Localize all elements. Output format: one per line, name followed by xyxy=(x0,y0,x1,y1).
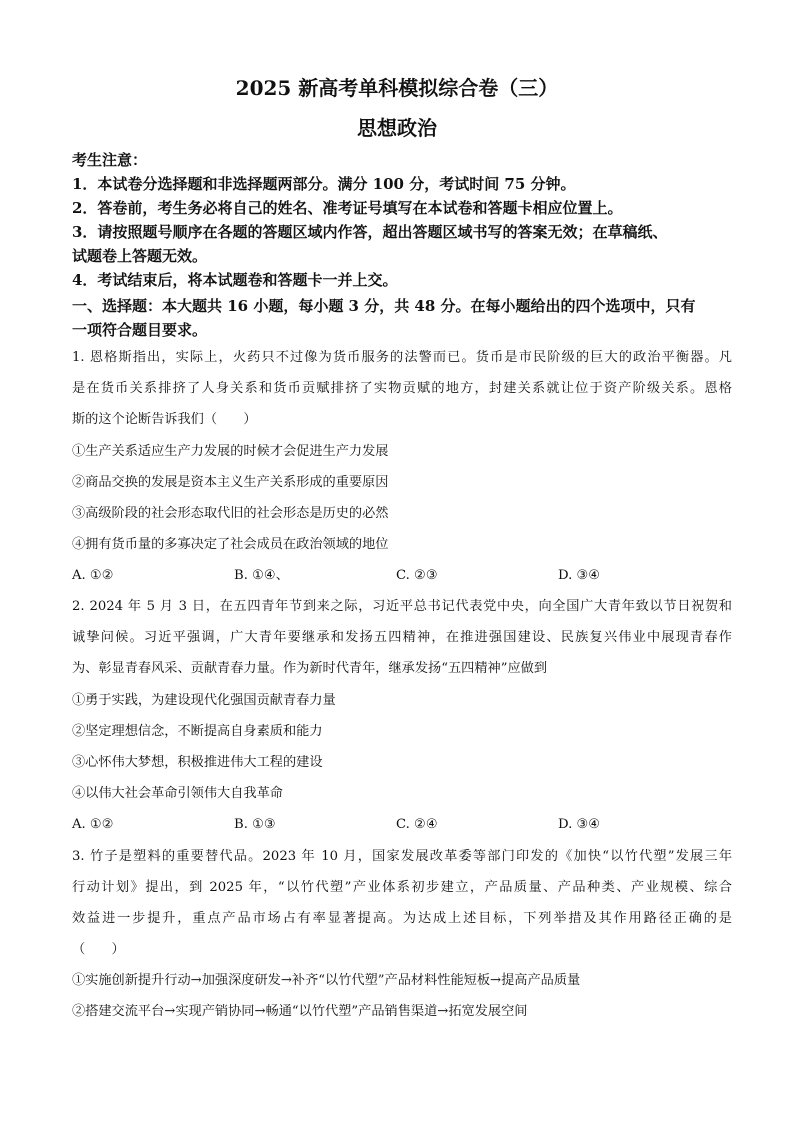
question-2-option-c[interactable]: C. ②④ xyxy=(396,817,438,832)
question-2-option-b[interactable]: B. ①③ xyxy=(234,817,276,832)
notice-item: 3．请按照题号顺序在各题的答题区域内作答，超出答题区域书写的答案无效；在草稿纸、 xyxy=(72,223,668,241)
question-1-statement: ④拥有货币量的多寡决定了社会成员在政治领域的地位 xyxy=(72,537,389,552)
question-1-statement: ③高级阶段的社会形态取代旧的社会形态是历史的必然 xyxy=(72,506,389,521)
question-1-stem: 1. 恩格斯指出，实际上，火药只不过像为货币服务的法警而已。货币是市民阶级的巨大的政治平衡器。凡 xyxy=(72,350,732,365)
question-3-stem: （ ） xyxy=(72,942,125,957)
notice-item: 4．考试结束后，将本试题卷和答题卡一并上交。 xyxy=(72,271,398,289)
question-2-statement: ①勇于实践，为建设现代化强国贡献青春力量 xyxy=(72,693,336,708)
notice-item: 1．本试卷分选择题和非选择题两部分。满分 100 分，考试时间 75 分钟。 xyxy=(72,175,576,193)
question-2-statement: ④以伟大社会革命引领伟大自我革命 xyxy=(72,786,283,801)
question-2-option-d[interactable]: D. ③④ xyxy=(558,817,601,832)
question-1-statement: ①生产关系适应生产力发展的时候才会促进生产力发展 xyxy=(72,444,389,459)
question-3-stem: 行动计划》提出，到 2025 年，“以竹代塑”产业体系初步建立，产品质量、产品种类、产业规模、综合 xyxy=(72,880,732,895)
exam-title: 2025 新高考单科模拟综合卷（三） xyxy=(235,76,559,100)
notice-heading: 考生注意： xyxy=(72,151,148,169)
question-2-stem: 2. 2024 年 5 月 3 日，在五四青年节到来之际，习近平总书记代表党中央，向全国广大青年致以节日祝贺和 xyxy=(72,599,732,614)
section-heading: 一项符合题目要求。 xyxy=(72,321,208,339)
question-1-stem: 斯的这个论断告诉我们（ ） xyxy=(72,412,257,427)
question-1-statement: ②商品交换的发展是资本主义生产关系形成的重要原因 xyxy=(72,475,389,490)
question-1-option-d[interactable]: D. ③④ xyxy=(558,568,601,583)
question-2-stem: 为、彰显青春风采、贡献青春力量。作为新时代青年，继承发扬“五四精神”应做到 xyxy=(72,661,548,676)
subject-title: 思想政治 xyxy=(357,116,437,140)
notice-item: 2．答卷前，考生务必将自己的姓名、准考证号填写在本试卷和答题卡相应位置上。 xyxy=(72,199,623,217)
question-2-statement: ②坚定理想信念，不断提高自身素质和能力 xyxy=(72,724,323,739)
question-3-stem: 3. 竹子是塑料的重要替代品。2023 年 10 月，国家发展改革委等部门印发的《加快“以竹代塑”发展三年 xyxy=(72,849,732,864)
question-2-stem: 诚挚问候。习近平强调，广大青年要继承和发扬五四精神，在推进强国建设、民族复兴伟业中展现青春作 xyxy=(72,630,732,645)
section-heading: 一、选择题：本大题共 16 小题，每小题 3 分，共 48 分。在每小题给出的四个选项中，只有 xyxy=(72,297,696,315)
question-1-option-b[interactable]: B. ①④、 xyxy=(234,568,289,583)
question-3-statement: ①实施创新提升行动→加强深度研发→补齐“以竹代塑”产品材料性能短板→提高产品质量 xyxy=(72,973,581,988)
question-2-option-a[interactable]: A. ①② xyxy=(72,817,114,832)
question-1-option-a[interactable]: A. ①② xyxy=(72,568,114,583)
question-3-stem: 效益进一步提升，重点产品市场占有率显著提高。为达成上述目标，下列举措及其作用路径正确的是 xyxy=(72,911,732,926)
question-3-statement: ②搭建交流平台→实现产销协同→畅通“以竹代塑”产品销售渠道→拓宽发展空间 xyxy=(72,1004,528,1019)
question-1-stem: 是在货币关系排挤了人身关系和货币贡赋排挤了实物贡赋的地方，封建关系就让位于资产阶级关系。恩格 xyxy=(72,381,732,396)
question-1-option-c[interactable]: C. ②③ xyxy=(396,568,438,583)
notice-item: 试题卷上答题无效。 xyxy=(72,247,208,265)
question-2-statement: ③心怀伟大梦想，积极推进伟大工程的建设 xyxy=(72,755,323,770)
